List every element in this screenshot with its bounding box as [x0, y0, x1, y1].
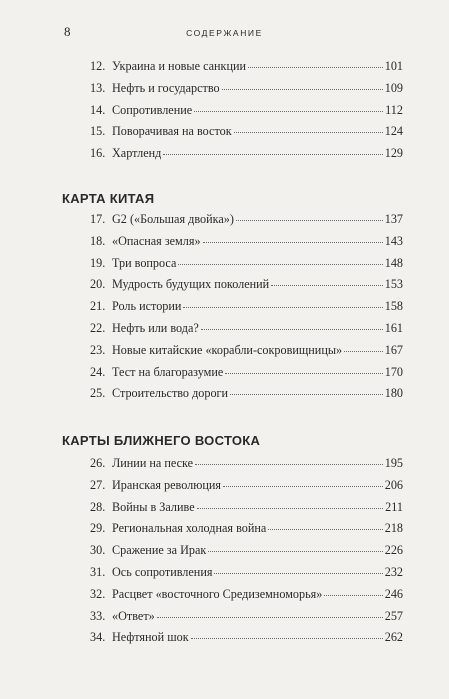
toc-entry-title: «Опасная земля»: [112, 233, 201, 248]
section-heading-china: КАРТА КИТАЯ: [62, 191, 155, 206]
dot-leader: [178, 264, 382, 265]
toc-entry-title: Нефть или вода?: [112, 320, 199, 335]
toc-entry-title: Сопротивление: [112, 102, 193, 117]
toc-entry: [90, 630, 403, 652]
toc-entry: [90, 59, 403, 81]
toc-entry-number: 22.: [90, 320, 106, 335]
toc-entry-title: Тест на благоразумие: [112, 364, 224, 379]
toc-entry-title: Украина и новые санкции: [112, 59, 247, 73]
toc-entry-number: 31.: [90, 564, 106, 579]
toc-entry-number: 24.: [90, 364, 106, 379]
toc-entry: [90, 277, 403, 299]
toc-entry-number: 21.: [90, 299, 106, 314]
toc-entry-page: 129: [384, 146, 403, 161]
toc-entry-title: G2 («Большая двойка»): [112, 212, 234, 226]
dot-leader: [201, 329, 383, 330]
toc-entry-title: Мудрость будущих поколений: [112, 277, 270, 292]
toc-entry: [90, 299, 403, 321]
toc-entry-number: 34.: [90, 630, 106, 645]
dot-leader: [223, 486, 383, 487]
toc-entry: [90, 81, 403, 103]
toc-entry-number: 33.: [90, 608, 106, 623]
toc-entry-title: Нефтяной шок: [112, 630, 189, 645]
dot-leader: [195, 464, 383, 465]
toc-entry-title: Роль истории: [112, 299, 182, 314]
dot-leader: [194, 111, 383, 112]
dot-leader: [236, 220, 383, 221]
toc-entry-number: 14.: [90, 102, 106, 117]
toc-list-china: [90, 212, 403, 408]
toc-entry-title: Новые китайские «корабли-сокровищницы»: [112, 342, 343, 357]
toc-entry-title: Региональная холодная война: [112, 521, 267, 536]
dot-leader: [222, 89, 383, 90]
toc-entry-page: 161: [384, 320, 403, 335]
dot-leader: [191, 638, 383, 639]
toc-entry: [90, 343, 403, 365]
toc-entry-title: Строительство дороги: [112, 386, 229, 401]
dot-leader: [248, 67, 383, 68]
toc-entry: [90, 256, 403, 278]
toc-entry-number: 20.: [90, 277, 106, 292]
toc-entry-page: 124: [384, 124, 403, 139]
toc-entry: [90, 456, 403, 478]
toc-entry-page: 170: [384, 364, 403, 379]
toc-entry-page: 143: [384, 233, 403, 248]
dot-leader: [230, 394, 383, 395]
dot-leader: [344, 351, 383, 352]
toc-entry-number: 29.: [90, 521, 106, 536]
toc-entry-number: 30.: [90, 543, 106, 558]
toc-entry-number: 16.: [90, 146, 106, 161]
toc-entry-number: 32.: [90, 586, 106, 601]
dot-leader: [208, 551, 382, 552]
toc-entry-number: 15.: [90, 124, 106, 139]
page-number: 8: [64, 24, 71, 39]
toc-entry-page: 257: [384, 608, 403, 623]
toc-entry-title: Три вопроса: [112, 255, 177, 270]
toc-entry: [90, 124, 403, 146]
dot-leader: [225, 373, 382, 374]
toc-entry-title: Ось сопротивления: [112, 564, 213, 579]
toc-entry-title: Войны в Заливе: [112, 499, 195, 514]
toc-entry-number: 26.: [90, 456, 106, 470]
toc-entry-page: 137: [384, 212, 403, 226]
toc-entry-page: 112: [385, 102, 403, 117]
toc-entry: [90, 609, 403, 631]
dot-leader: [214, 573, 382, 574]
toc-entry: [90, 565, 403, 587]
toc-entry-number: 18.: [90, 233, 106, 248]
toc-entry-title: Линии на песке: [112, 456, 194, 470]
dot-leader: [197, 508, 384, 509]
dot-leader: [234, 132, 383, 133]
toc-entry: [90, 365, 403, 387]
running-head: СОДЕРЖАНИЕ: [186, 28, 263, 38]
toc-entry-page: 148: [384, 255, 403, 270]
toc-entry-page: 109: [384, 80, 403, 95]
toc-entry-number: 19.: [90, 255, 106, 270]
toc-entry-title: Поворачивая на восток: [112, 124, 232, 139]
dot-leader: [157, 617, 383, 618]
toc-entry-number: 23.: [90, 342, 106, 357]
toc-entry: [90, 500, 403, 522]
toc-entry: [90, 103, 403, 125]
toc-list-middle-east: [90, 456, 403, 652]
toc-list-russia-part: [90, 59, 403, 168]
toc-entry: [90, 521, 403, 543]
toc-entry-title: «Ответ»: [112, 608, 155, 623]
toc-entry-title: Хартленд: [112, 146, 162, 161]
toc-entry: [90, 212, 403, 234]
toc-entry-page: 211: [385, 499, 403, 514]
dot-leader: [163, 154, 382, 155]
toc-entry-number: 13.: [90, 80, 106, 95]
toc-entry-page: 167: [384, 342, 403, 357]
dot-leader: [268, 529, 382, 530]
toc-entry-page: 153: [384, 277, 403, 292]
dot-leader: [203, 242, 383, 243]
toc-entry-number: 27.: [90, 477, 106, 492]
toc-entry-title: Нефть и государство: [112, 80, 220, 95]
toc-entry-page: 262: [384, 630, 403, 645]
toc-entry-number: 12.: [90, 59, 106, 73]
section-heading-middle-east: КАРТЫ БЛИЖНЕГО ВОСТОКА: [62, 433, 261, 448]
dot-leader: [324, 595, 382, 596]
toc-entry: [90, 386, 403, 408]
toc-entry-title: Иранская революция: [112, 477, 221, 492]
toc-entry-page: 206: [384, 477, 403, 492]
toc-entry-number: 25.: [90, 386, 106, 401]
toc-entry-page: 226: [384, 543, 403, 558]
toc-entry: [90, 146, 403, 168]
dot-leader: [271, 285, 383, 286]
toc-entry-page: 232: [384, 564, 403, 579]
toc-entry-page: 218: [384, 521, 403, 536]
toc-entry: [90, 321, 403, 343]
toc-entry-page: 246: [384, 586, 403, 601]
dot-leader: [183, 307, 382, 308]
toc-entry: [90, 234, 403, 256]
toc-entry-number: 28.: [90, 499, 106, 514]
toc-entry-number: 17.: [90, 212, 106, 226]
toc-entry-page: 101: [384, 59, 403, 73]
toc-entry: [90, 543, 403, 565]
toc-entry: [90, 587, 403, 609]
toc-entry-title: Расцвет «восточного Средиземноморья»: [112, 586, 323, 601]
toc-entry: [90, 478, 403, 500]
toc-entry-title: Сражение за Ирак: [112, 543, 207, 558]
toc-entry-page: 180: [384, 386, 403, 401]
toc-entry-page: 158: [384, 299, 403, 314]
toc-entry-page: 195: [384, 456, 403, 470]
